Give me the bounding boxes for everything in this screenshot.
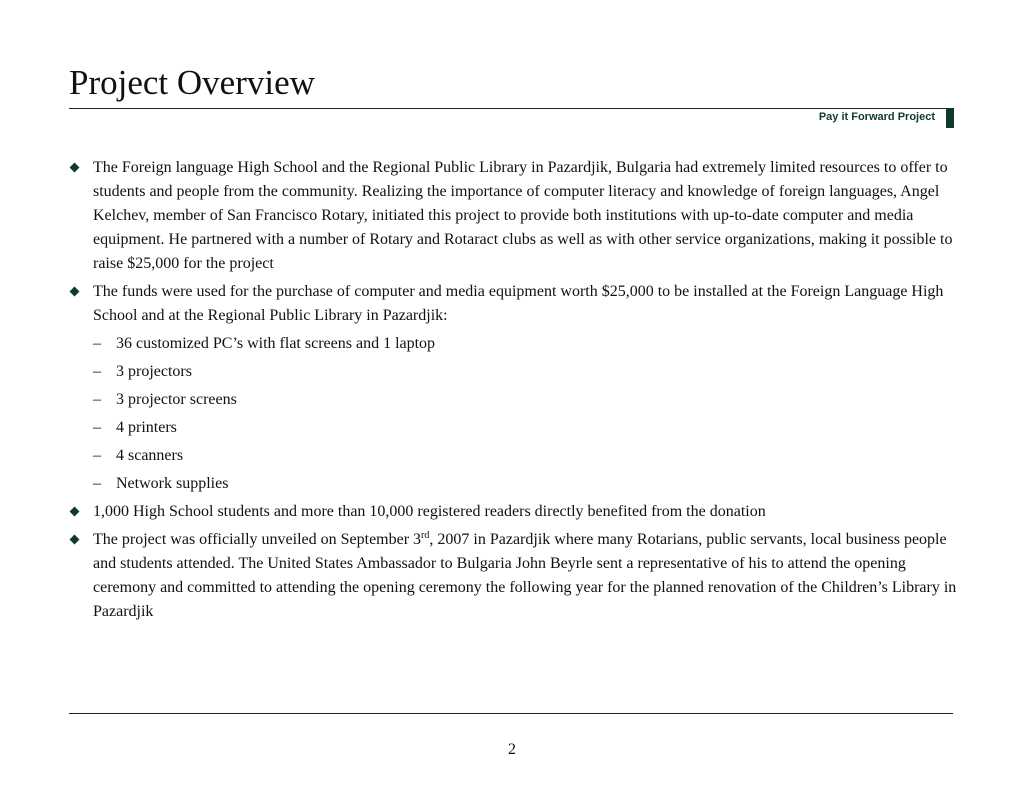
bullet-text: The Foreign language High School and the Regional Public Library in Pazardjik, Bulgaria had extremely limited resources to offer to students and people from the community. Realizing the importance of computer literacy and knowledge of foreign languages, Angel Kelchev, member of San Francisco Rotary, initiated this project to provide both institutions with up-to-date computer and media equipment. He partnered with a number of Rotary and Rotaract clubs as well as with other service organizations, making it possible to raise $25,000 for the project — [93, 159, 953, 272]
dash-bullet: – — [93, 475, 101, 492]
page-number: 2 — [508, 741, 516, 758]
sub-item-text: 4 printers — [116, 419, 177, 436]
dash-bullet: – — [93, 419, 101, 436]
header-rule — [69, 108, 953, 109]
sub-item — [69, 416, 959, 440]
bullet-text: The funds were used for the purchase of computer and media equipment worth $25,000 to be installed at the Foreign Language High School and at the Regional Public Library in Pazardjik: — [93, 283, 944, 324]
sub-item — [69, 388, 959, 412]
dash-bullet: – — [93, 447, 101, 464]
slide-title: Project Overview — [69, 63, 315, 102]
bullet-text: 1,000 High School students and more than 10,000 registered readers directly benefited from the donation — [93, 503, 766, 520]
bullet-text-before: The project was officially unveiled on September 3 — [93, 531, 422, 548]
dash-bullet: – — [93, 391, 101, 408]
project-tag: Pay it Forward Project — [818, 111, 935, 123]
tag-accent-block — [946, 108, 954, 128]
bullet-item — [69, 500, 959, 524]
diamond-bullet-icon — [70, 507, 80, 517]
bullet-list — [69, 156, 959, 628]
diamond-bullet-icon — [70, 535, 80, 545]
sub-item — [69, 472, 959, 496]
bullet-item — [69, 280, 959, 328]
sub-item-text: 4 scanners — [116, 447, 184, 464]
dash-bullet: – — [93, 363, 101, 380]
dash-bullet: – — [93, 335, 101, 352]
diamond-bullet-icon — [70, 163, 80, 173]
diamond-bullet-icon — [70, 287, 80, 297]
bullet-item — [69, 156, 959, 276]
sub-item — [69, 444, 959, 468]
footer-rule — [69, 713, 953, 714]
sub-item-text: 3 projectors — [116, 363, 192, 380]
sub-item-text: 36 customized PC’s with flat screens and 1 laptop — [116, 335, 436, 352]
sub-item — [69, 360, 959, 384]
bullet-item — [69, 528, 959, 624]
sub-item — [69, 332, 959, 356]
ordinal-suffix: rd — [421, 530, 430, 541]
bullet-text-after: , 2007 in Pazardjik where many Rotarians, public servants, local business people and students attended. The United States Ambassador to Bulgaria John Beyrle sent a representative of his to attend the opening ceremony and committed to attending the opening ceremony the following year for the planned renovation of the Children’s Library in Pazardjik — [93, 531, 957, 620]
sub-item-text: Network supplies — [116, 475, 229, 492]
sub-item-text: 3 projector screens — [116, 391, 237, 408]
